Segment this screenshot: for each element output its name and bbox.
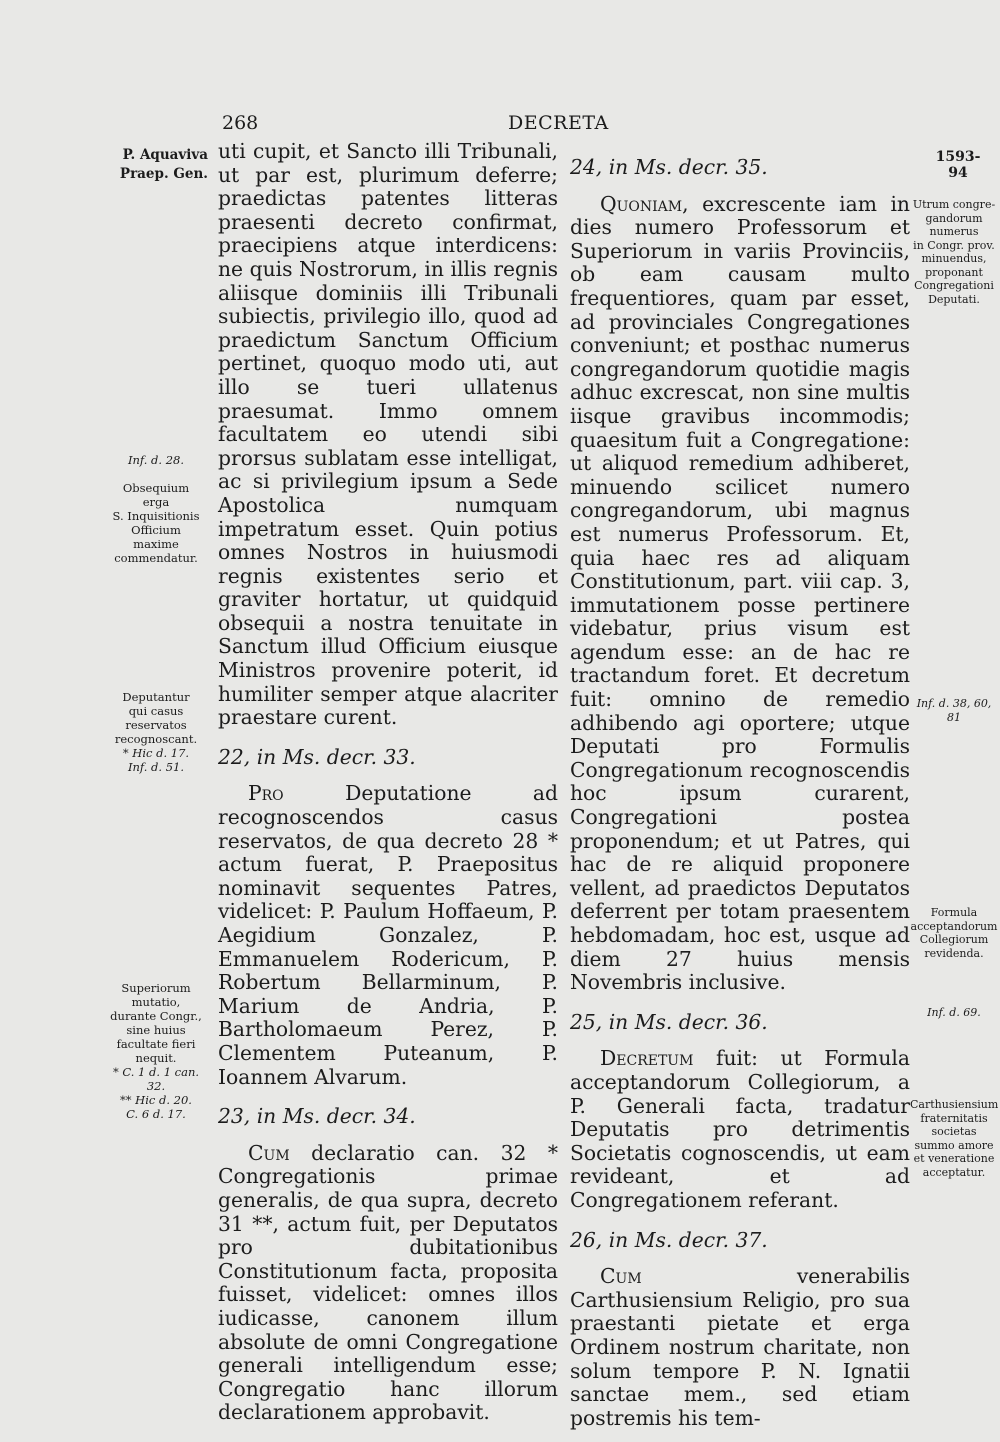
page-number: 268 [222, 112, 259, 134]
paragraph-22-lead: Pro [248, 781, 284, 806]
margin-line: Collegiorum [919, 933, 989, 946]
margin-line: in Congr. prov. [913, 238, 995, 252]
margin-line: durante Congr., [110, 1009, 202, 1023]
margin-line: societas [931, 1125, 977, 1138]
margin-ref: Inf. d. 38, 60, 81 [916, 697, 992, 724]
paragraph-24-text: excrescente iam in dies numero Professorum et Superiorum in variis Provinciis, ob eam causam multo frequentiores, quam par esset, ad provinciales Congregationes conveniunt; et posthac numerus congregandorum quotidie magis adhuc excrescat, non sine multis iisque gravibus incommodis; quaesitum fuit a Congregatione: ut aliquod remedium adhiberet, minuendo scilicet numero congregandorum, ubi magnus est numerus Professorum. Et, quia haec res ad aliquam Constitutionum, part. viii cap. 3, immutationem posse pertinere videbatur, prius visum est agendum esse: an de hac re tractandum foret. Et decretum fuit: omnino de remedio adhibendo agi oportere; utque Deputati pro Formulis Congregationum recognoscendis hoc ipsum curarent, Congregationi postea proponendum; et ut Patres, qui hac de re aliquid proponere vellent, ad praedictos Deputatos deferrent per totam praesentem hebdomadam, hoc est, usque ad diem 27 huius mensis Novembris inclusive. [570, 191, 910, 995]
margin-line: Deputati. [928, 292, 980, 306]
margin-line: Formula [930, 906, 978, 919]
paragraph-23-text: declaratio can. 32 * Congregationis primae generalis, de qua supra, decreto 31 **, actum fuit, per Deputatos pro dubitationibus Constitutionum facta, proposita fuisset, videlicet: omnes illos iudicasse, canonem illum absolute de omni Congregatione generali intelligendum esse; Congregatio hanc illorum declarationem approbavit. [218, 1140, 558, 1425]
margin-line: mutatio, [131, 995, 181, 1009]
paragraph-25-lead: Decretum [600, 1046, 694, 1071]
paragraph-23-lead: Cum [248, 1140, 290, 1165]
paragraph-24 [570, 193, 910, 995]
author-head-line-2: Praep. Gen. [119, 166, 208, 182]
right-column [570, 140, 910, 1430]
author-head-line-1: P. Aquaviva [122, 147, 208, 163]
paragraph-24-lead: Quoniam, [600, 191, 689, 216]
margin-line: Utrum congre- [912, 198, 996, 211]
margin-line: summo amore [914, 1138, 994, 1152]
margin-line: facultate fieri [116, 1037, 196, 1051]
margin-ref: * C. 1 d. 1 can. 32. [112, 1065, 200, 1093]
paragraph-26 [570, 1265, 910, 1430]
margin-note-ref-38 [910, 697, 998, 725]
decree-22-title: 22, in Ms. decr. 33. [218, 744, 416, 769]
margin-line: erga [142, 495, 170, 509]
paragraph-22 [218, 782, 558, 1089]
margin-line: gandorum [925, 211, 983, 225]
paragraph-26-text: venerabilis Carthusiensium Religio, pro sua praestanti pietate et erga Ordinem nostrum charitate, non solum tempore P. N. Ignatii sanctae mem., sed etiam postremis his tem- [570, 1264, 910, 1430]
margin-note-obsequium [104, 453, 208, 565]
paragraph-25-text: fuit: ut Formula acceptandorum Collegiorum, a P. Generali facta, tradatur Deputatis pro detrimentis Societatis cognoscendis, ut eam revideant, et ad Congregationem referant. [570, 1046, 910, 1212]
margin-ref: ** Hic d. 20. [120, 1093, 192, 1107]
decree-25-title: 25, in Ms. decr. 36. [570, 1009, 768, 1034]
decree-24-title: 24, in Ms. decr. 35. [570, 155, 768, 179]
left-column [218, 140, 558, 1425]
margin-line: maxime [133, 537, 179, 551]
margin-ref: Inf. d. 69. [927, 1006, 981, 1019]
decree-23-title: 23, in Ms. decr. 34. [218, 1104, 416, 1129]
margin-line: Congregationi [914, 279, 994, 292]
margin-line: recognoscant. [114, 732, 198, 746]
paragraph-22-text: Deputatione ad recognoscendos casus reservatos, de qua decreto 28 * actum fuerat, P. Praepositus nominavit sequentes Patres, videlicet: P. Paulum Hoffaeum, P. Aegidium Gonzalez, P. Emmanuelem Rodericum, P. Robertum Bellarminum, P. Marium de Andria, P. Bartholomaeum Perez, P. Clementem Puteanum, P. Ioannem Alvarum. [218, 781, 559, 1089]
margin-line: revidenda. [924, 946, 984, 960]
margin-line: et veneratione [913, 1152, 995, 1165]
margin-note-carthusiensium [910, 1098, 998, 1179]
margin-line: fraternitatis [920, 1111, 988, 1125]
author-head [104, 146, 208, 184]
margin-line: minuendus, [921, 252, 987, 265]
paragraph-26-lead: Cum [600, 1264, 642, 1289]
margin-line: proponant [925, 265, 983, 279]
margin-line: acceptatur. [922, 1165, 986, 1179]
margin-line: Superiorum [121, 981, 191, 995]
margin-line: nequit. [135, 1051, 177, 1065]
margin-ref: C. 6 d. 17. [126, 1107, 186, 1121]
margin-line: numerus [929, 225, 979, 238]
margin-ref: Inf. d. 28. [127, 453, 185, 467]
paragraph-21-continued: uti cupit, et Sancto illi Tribunali, ut par est, plurimum deferre; praedictas patentes litteras praesenti decreto confirmat, praecipiens atque interdicens: ne quis Nostrorum, in illis regnis aliisque dominiis illi Tribunali subiectis, privilegio illo, quod ad praedictum Sanctum Officium pertinet, quoquo modo uti, aut illo se tueri ullatenus praesumat. Immo omnem facultatem eo utendi sibi prorsus sublatam esse intelligat, ac si privilegium ipsum a Sede Apostolica numquam impetratum esset. Quin potius omnes Nostros in huiusmodi regnis existentes serio et graviter hortatur, ut quidquid obsequii a nostra tenuitate in Sanctum illud Officium eiusque Ministros provenire poterit, id humiliter semper atque alacriter praestare curent. [218, 139, 558, 730]
margin-ref: * Hic d. 17. [122, 746, 190, 760]
margin-line: Obsequium [122, 481, 190, 495]
margin-note-deputantur [104, 690, 208, 774]
margin-line: Deputantur [122, 690, 190, 704]
margin-line: reservatos [125, 718, 187, 732]
margin-note-utrum [910, 198, 998, 306]
paragraph-25 [570, 1047, 910, 1212]
margin-note-formula [910, 906, 998, 960]
margin-line: sine huius [126, 1023, 186, 1037]
margin-note-superiorum [104, 981, 208, 1121]
margin-ref: Inf. d. 51. [127, 760, 185, 774]
margin-note-ref-69 [910, 1006, 998, 1020]
year-head: 1593-94 [935, 149, 981, 181]
margin-line: qui casus [128, 704, 184, 718]
margin-line: acceptandorum [910, 919, 998, 933]
margin-line: Carthusiensium [910, 1098, 999, 1111]
margin-line: S. Inquisitionis [112, 509, 200, 523]
running-title: DECRETA [508, 112, 609, 134]
decree-26-title: 26, in Ms. decr. 37. [570, 1227, 768, 1252]
margin-line: Officium [131, 523, 181, 537]
margin-line: commendatur. [114, 551, 198, 565]
paragraph-23 [218, 1142, 558, 1425]
